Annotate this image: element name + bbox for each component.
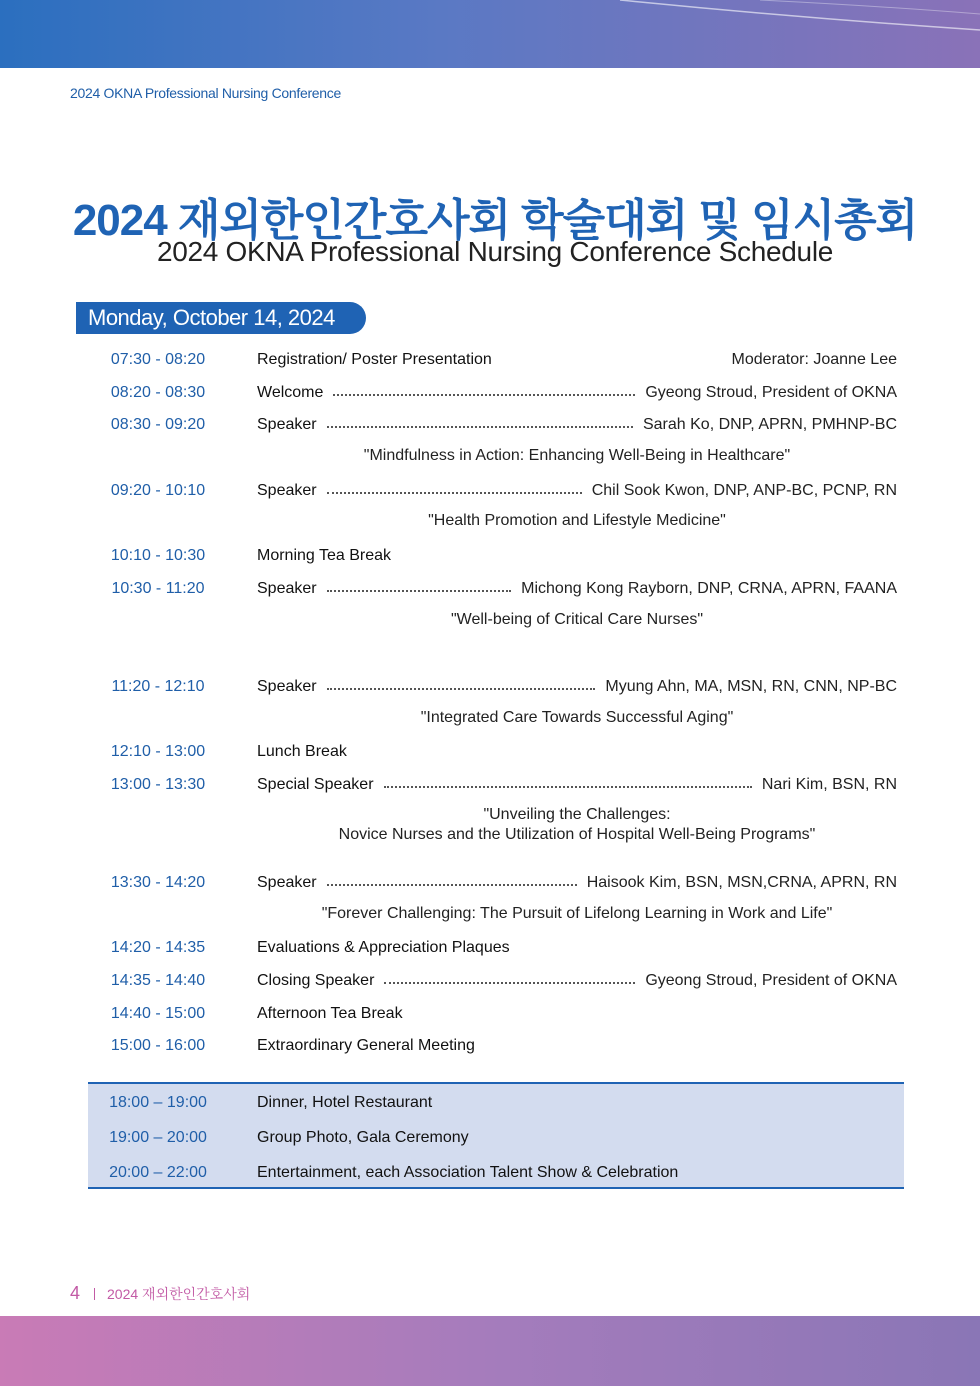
schedule-row	[88, 675, 897, 699]
activity: Group Photo, Gala Ceremony	[257, 1129, 469, 1146]
schedule-row	[88, 413, 897, 437]
time-slot: 07:30 - 08:20	[110, 351, 206, 368]
top-decorative-band	[0, 0, 980, 68]
running-header: 2024 OKNA Professional Nursing Conference	[70, 85, 341, 101]
dot-leader	[327, 590, 512, 592]
time-slot: 08:30 - 09:20	[110, 416, 206, 433]
schedule-row	[88, 740, 897, 764]
activity: Afternoon Tea Break	[257, 1005, 403, 1022]
talk-topic-line-2: Novice Nurses and the Utilization of Hospital Well-Being Programs"	[338, 826, 816, 843]
moderator: Moderator: Joanne Lee	[731, 351, 897, 368]
schedule-row	[88, 1034, 897, 1058]
top-band-lines	[0, 0, 980, 68]
presenter: Nari Kim, BSN, RN	[761, 776, 897, 793]
time-slot: 15:00 - 16:00	[110, 1037, 206, 1054]
schedule-row	[88, 381, 897, 405]
dot-leader	[384, 982, 635, 984]
time-slot: 20:00 – 22:00	[109, 1164, 207, 1181]
time-slot: 18:00 – 19:00	[109, 1094, 207, 1111]
time-slot: 10:30 - 11:20	[111, 580, 205, 597]
schedule-row	[88, 871, 897, 895]
activity: Speaker	[257, 874, 317, 891]
activity: Morning Tea Break	[257, 547, 391, 564]
presenter: Gyeong Stroud, President of OKNA	[645, 384, 897, 401]
time-slot: 14:20 - 14:35	[110, 939, 206, 956]
activity: Welcome	[257, 384, 324, 401]
time-slot: 09:20 - 10:10	[110, 482, 206, 499]
time-slot: 10:10 - 10:30	[110, 547, 206, 564]
dot-leader	[327, 688, 596, 690]
evening-row	[88, 1161, 897, 1185]
evening-row	[88, 1091, 897, 1115]
activity: Speaker	[257, 482, 317, 499]
activity: Speaker	[257, 678, 317, 695]
activity: Entertainment, each Association Talent Show & Celebration	[257, 1164, 679, 1181]
schedule-row	[88, 1002, 897, 1026]
talk-topic: "Mindfulness in Action: Enhancing Well-Being in Healthcare"	[363, 447, 791, 464]
schedule-row	[88, 936, 897, 960]
activity: Extraordinary General Meeting	[257, 1037, 475, 1054]
presenter: Haisook Kim, BSN, MSN,CRNA, APRN, RN	[586, 874, 897, 891]
schedule-row	[88, 479, 897, 503]
activity: Special Speaker	[257, 776, 374, 793]
activity: Closing Speaker	[257, 972, 375, 989]
dot-leader	[327, 492, 582, 494]
time-slot: 14:35 - 14:40	[110, 972, 206, 989]
schedule-row	[88, 577, 897, 601]
evening-row	[88, 1126, 897, 1150]
activity: Speaker	[257, 580, 317, 597]
page-footer	[70, 1283, 250, 1304]
time-slot: 08:20 - 08:30	[110, 384, 206, 401]
dot-leader	[327, 884, 577, 886]
time-slot: 13:30 - 14:20	[110, 874, 206, 891]
day-label-tab: Monday, October 14, 2024	[76, 302, 366, 334]
time-slot: 14:40 - 15:00	[110, 1005, 206, 1022]
presenter: Myung Ahn, MA, MSN, RN, CNN, NP-BC	[605, 678, 897, 695]
page-number: 4	[70, 1283, 81, 1303]
talk-topic: "Health Promotion and Lifestyle Medicine"	[428, 512, 726, 529]
presenter: Michong Kong Rayborn, DNP, CRNA, APRN, FAANA	[521, 580, 897, 597]
schedule-row	[88, 969, 897, 993]
time-slot: 12:10 - 13:00	[110, 743, 206, 760]
schedule-row	[88, 348, 897, 372]
talk-topic: "Integrated Care Towards Successful Aging"	[420, 709, 734, 726]
activity: Registration/ Poster Presentation	[257, 351, 492, 368]
activity: Speaker	[257, 416, 317, 433]
time-slot: 13:00 - 13:30	[110, 776, 206, 793]
dot-leader	[327, 426, 633, 428]
footer-divider	[94, 1288, 95, 1300]
time-slot: 19:00 – 20:00	[109, 1129, 207, 1146]
schedule-row	[88, 773, 897, 797]
talk-topic-line-1: "Unveiling the Challenges:	[483, 806, 671, 823]
presenter: Gyeong Stroud, President of OKNA	[645, 972, 897, 989]
time-slot: 11:20 - 12:10	[111, 678, 205, 695]
bottom-decorative-band	[0, 1316, 980, 1386]
activity: Dinner, Hotel Restaurant	[257, 1094, 433, 1111]
page-title-korean: 2024 재외한인간호사회 학술대회 및 임시총회	[72, 196, 918, 245]
dot-leader	[384, 786, 752, 788]
activity: Lunch Break	[257, 743, 347, 760]
activity: Evaluations & Appreciation Plaques	[257, 939, 510, 956]
presenter: Sarah Ko, DNP, APRN, PMHNP-BC	[642, 416, 897, 433]
schedule-row	[88, 544, 897, 568]
talk-topic: "Forever Challenging: The Pursuit of Lifelong Learning in Work and Life"	[321, 905, 833, 922]
dot-leader	[333, 394, 635, 396]
footer-publication: 2024 재외한인간호사회	[107, 1285, 251, 1302]
presenter: Chil Sook Kwon, DNP, ANP-BC, PCNP, RN	[591, 482, 897, 499]
page-title-english: 2024 OKNA Professional Nursing Conference Schedule	[156, 236, 834, 267]
talk-topic: "Well-being of Critical Care Nurses"	[450, 611, 704, 628]
